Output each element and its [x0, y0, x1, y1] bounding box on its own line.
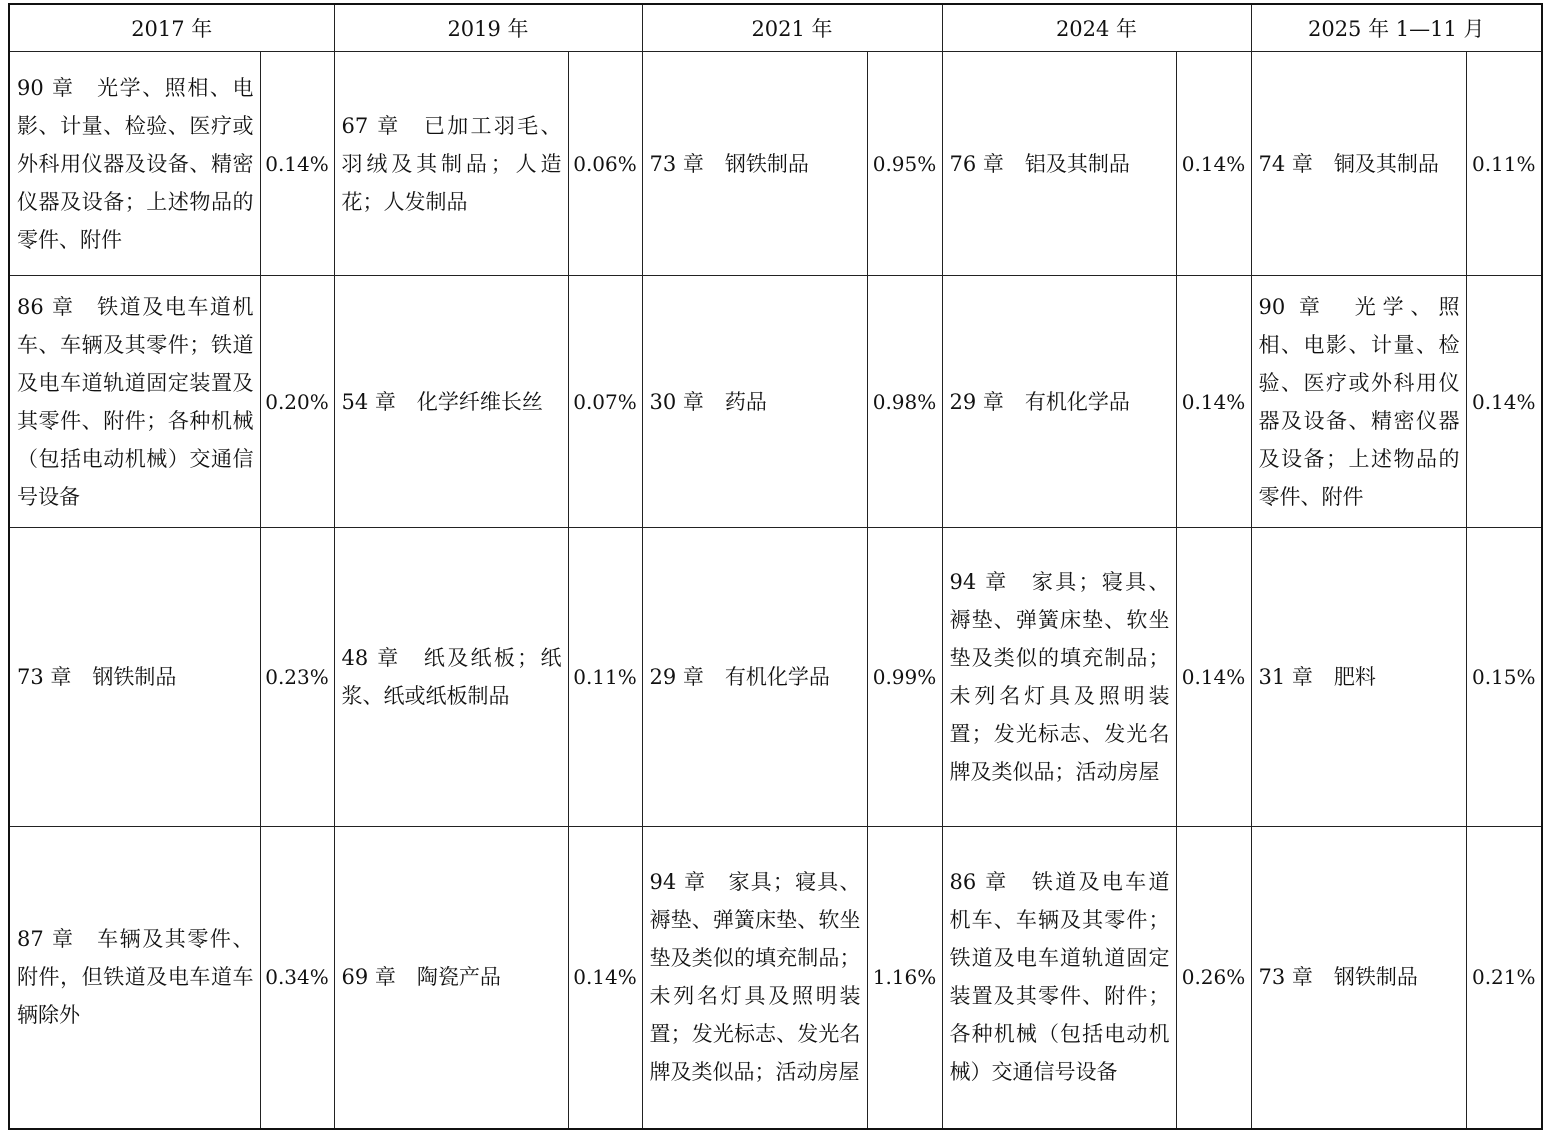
share-value: 0.99% [867, 528, 942, 827]
share-value: 0.23% [260, 528, 334, 827]
header-2025: 2025 年 1—11 月 [1251, 4, 1542, 52]
share-value: 0.14% [568, 827, 642, 1129]
share-value: 0.11% [1466, 52, 1542, 276]
share-value: 0.14% [1466, 276, 1542, 528]
chapter-description: 90 章 光学、照相、电影、计量、检验、医疗或外科用仪器及设备、精密仪器及设备；上述物品的零件、附件 [1251, 276, 1466, 528]
header-2024: 2024 年 [942, 4, 1251, 52]
header-2021: 2021 年 [642, 4, 942, 52]
table-row [9, 528, 1542, 827]
share-value: 0.95% [867, 52, 942, 276]
chapter-share-table [8, 3, 1543, 1130]
share-value: 0.15% [1466, 528, 1542, 827]
table-row [9, 52, 1542, 276]
chapter-description: 29 章 有机化学品 [942, 276, 1176, 528]
share-value: 0.14% [1176, 52, 1251, 276]
share-value: 0.11% [568, 528, 642, 827]
header-row [9, 4, 1542, 52]
chapter-description: 74 章 铜及其制品 [1251, 52, 1466, 276]
header-2017: 2017 年 [9, 4, 334, 52]
chapter-description: 86 章 铁道及电车道机车、车辆及其零件；铁道及电车道轨道固定装置及其零件、附件；各种机械（包括电动机械）交通信号设备 [942, 827, 1176, 1129]
chapter-description: 76 章 铝及其制品 [942, 52, 1176, 276]
share-value: 0.20% [260, 276, 334, 528]
chapter-description: 54 章 化学纤维长丝 [334, 276, 568, 528]
chapter-description: 94 章 家具；寝具、褥垫、弹簧床垫、软坐垫及类似的填充制品；未列名灯具及照明装置；发光标志、发光名牌及类似品；活动房屋 [642, 827, 867, 1129]
share-value: 0.14% [1176, 528, 1251, 827]
chapter-description: 73 章 钢铁制品 [1251, 827, 1466, 1129]
chapter-description: 73 章 钢铁制品 [642, 52, 867, 276]
chapter-description: 48 章 纸及纸板；纸浆、纸或纸板制品 [334, 528, 568, 827]
chapter-description: 90 章 光学、照相、电影、计量、检验、医疗或外科用仪器及设备、精密仪器及设备；上述物品的零件、附件 [9, 52, 260, 276]
share-value: 0.07% [568, 276, 642, 528]
share-value: 0.26% [1176, 827, 1251, 1129]
share-value: 0.98% [867, 276, 942, 528]
share-value: 0.06% [568, 52, 642, 276]
chapter-description: 87 章 车辆及其零件、附件，但铁道及电车道车辆除外 [9, 827, 260, 1129]
chapter-description: 94 章 家具；寝具、褥垫、弹簧床垫、软坐垫及类似的填充制品；未列名灯具及照明装置；发光标志、发光名牌及类似品；活动房屋 [942, 528, 1176, 827]
share-value: 0.21% [1466, 827, 1542, 1129]
chapter-description: 67 章 已加工羽毛、羽绒及其制品；人造花；人发制品 [334, 52, 568, 276]
share-value: 0.34% [260, 827, 334, 1129]
chapter-description: 29 章 有机化学品 [642, 528, 867, 827]
share-value: 0.14% [260, 52, 334, 276]
table-row [9, 276, 1542, 528]
chapter-description: 30 章 药品 [642, 276, 867, 528]
share-value: 1.16% [867, 827, 942, 1129]
chapter-description: 69 章 陶瓷产品 [334, 827, 568, 1129]
header-2019: 2019 年 [334, 4, 642, 52]
chapter-description: 73 章 钢铁制品 [9, 528, 260, 827]
share-value: 0.14% [1176, 276, 1251, 528]
chapter-description: 86 章 铁道及电车道机车、车辆及其零件；铁道及电车道轨道固定装置及其零件、附件；各种机械（包括电动机械）交通信号设备 [9, 276, 260, 528]
chapter-description: 31 章 肥料 [1251, 528, 1466, 827]
table-row [9, 827, 1542, 1129]
